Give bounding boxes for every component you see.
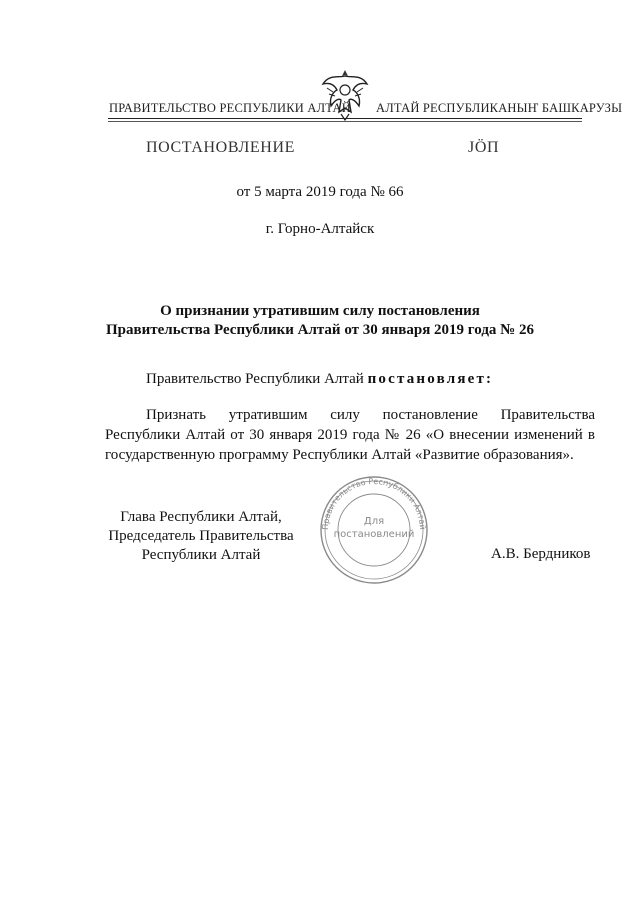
date-number-line: от 5 марта 2019 года № 66 [236, 184, 404, 200]
body-paragraph-text: Признать утратившим силу постановление Правительства Республики Алтай от 30 января 2019 года № 26 «О внесении изменений в государственную программу Республики Алтай «Развитие образования». [105, 407, 595, 463]
header-rule [108, 118, 582, 119]
stamp-inner-line1: Для [363, 516, 385, 527]
doc-type-ru: ПОСТАНОВЛЕНИЕ [146, 139, 295, 156]
resolves-word: постановляет: [367, 371, 494, 387]
stamp-inner-line2: постановлений [333, 529, 415, 540]
resolves-line [146, 371, 493, 388]
signature-position-line2: Председатель Правительства [108, 528, 294, 544]
signature-position-line3: Республики Алтай [141, 547, 261, 563]
document-title-line2: Правительства Республики Алтай от 30 января 2019 года № 26 [106, 322, 534, 338]
document-title-line1: О признании утратившим силу постановления [160, 303, 480, 319]
city-line: г. Горно-Алтайск [265, 221, 375, 237]
signature-position-block [106, 508, 296, 565]
stamp-outer-text: Правительство Республики Алтай [320, 476, 428, 531]
header-org-right: АЛТАЙ РЕСПУБЛИКАНЫҤ БАШКАРУЗЫ [376, 101, 623, 115]
header-rule-thin [108, 121, 582, 122]
body-paragraph [105, 405, 595, 465]
doc-type-alt: ЈӦП [468, 139, 500, 156]
resolves-prefix: Правительство Республики Алтай [146, 371, 364, 387]
official-stamp [314, 474, 434, 586]
signature-position-line1: Глава Республики Алтай, [120, 509, 282, 525]
header-org-left: ПРАВИТЕЛЬСТВО РЕСПУБЛИКИ АЛТАЙ [109, 101, 351, 115]
signer-name: А.В. Бердников [491, 546, 591, 562]
